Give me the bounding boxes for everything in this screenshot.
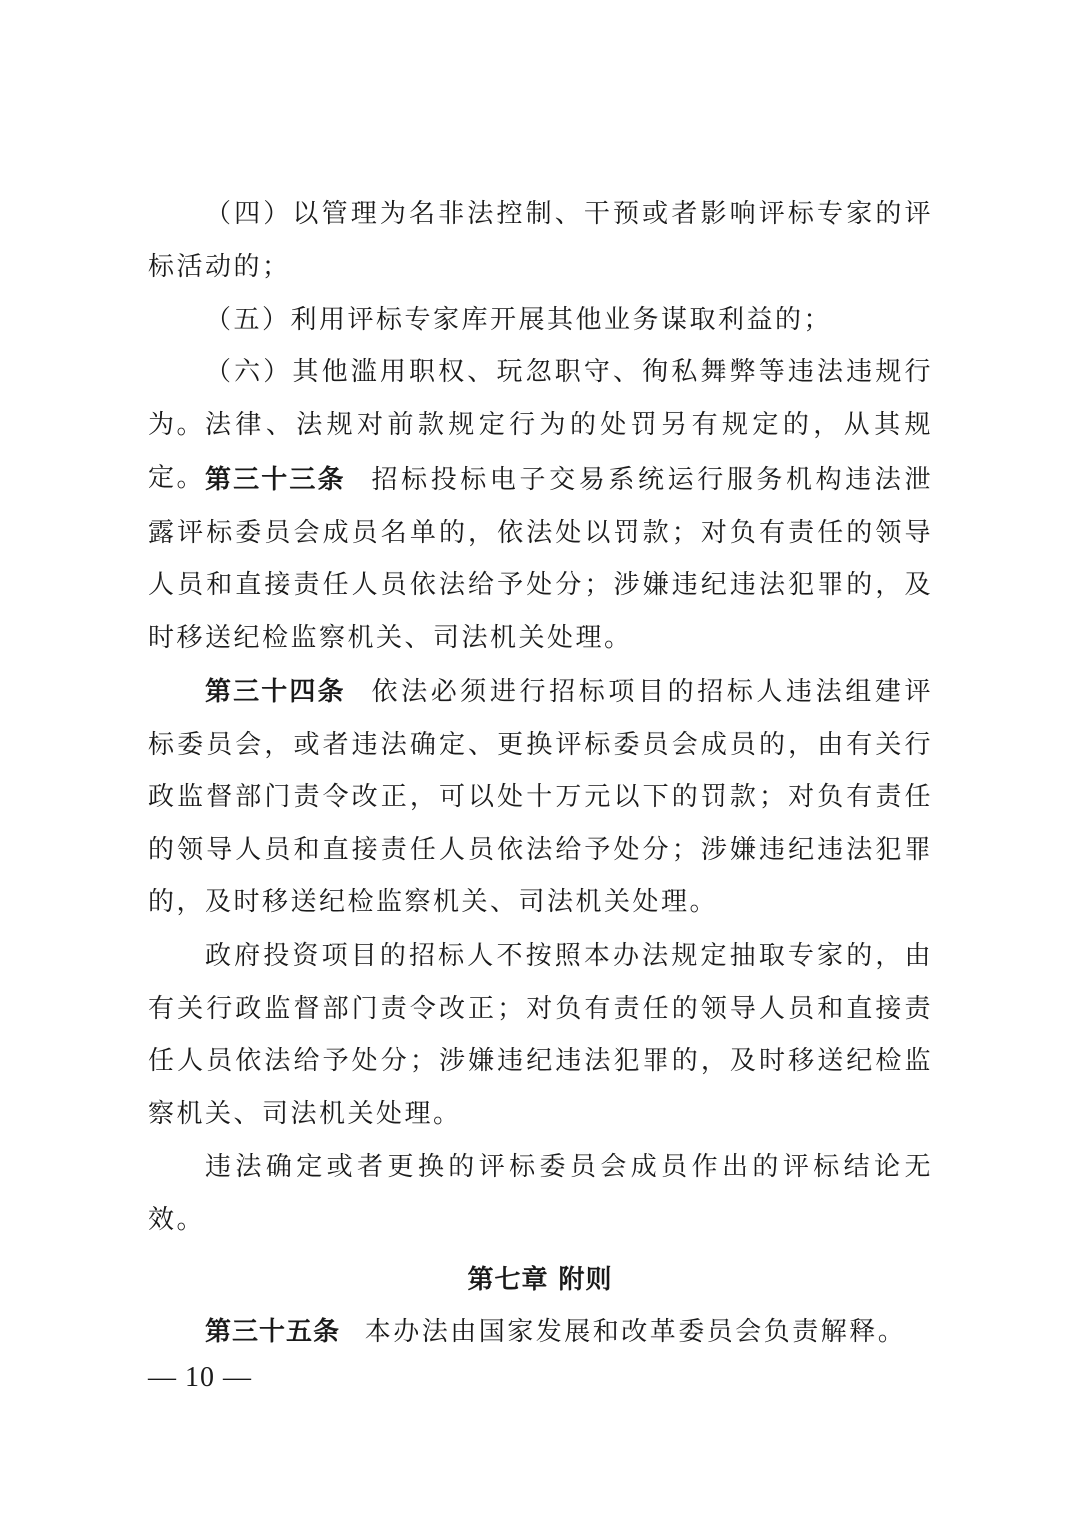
paragraph-text: （五）利用评标专家库开展其他业务谋取利益的；	[205, 305, 833, 335]
article-text: 本办法由国家发展和改革委员会负责解释。	[364, 1317, 907, 1347]
paragraph-text: 法律、法规对前款规定行为的处罚另有规定的，从其规定。	[148, 410, 933, 493]
paragraph-item-4	[148, 188, 933, 293]
chapter-title: 第七章 附则	[467, 1265, 613, 1295]
article-34	[148, 666, 933, 929]
paragraph-text: （六）其他滥用职权、玩忽职守、徇私舞弊等违法违规行为。	[148, 357, 933, 440]
article-34-paragraph-3	[148, 1141, 933, 1246]
article-label: 第三十四条	[205, 677, 360, 707]
article-text: 招标投标电子交易系统运行服务机构违法泄露评标委员会成员名单的，依法处以罚款；对负有责任的领导人员和直接责任人员依法给予处分；涉嫌违纪违法犯罪的，及时移送纪检监察机关、司法机关处理。	[148, 465, 933, 653]
article-label: 第三十五条	[205, 1317, 355, 1347]
article-33	[148, 454, 933, 664]
paragraph-text: （四）以管理为名非法控制、干预或者影响评标专家的评标活动的；	[148, 199, 933, 282]
article-34-paragraph-2	[148, 930, 933, 1140]
article-text: 依法必须进行招标项目的招标人违法组建评标委员会，或者违法确定、更换评标委员会成员的，由有关行政监督部门责令改正，可以处十万元以下的罚款；对负有责任的领导人员和直接责任人员依法给予处分；涉嫌违纪违法犯罪的，及时移送纪检监察机关、司法机关处理。	[148, 677, 933, 917]
article-35	[148, 1306, 933, 1359]
page-number: — 10 —	[148, 1362, 252, 1393]
paragraph-text: 政府投资项目的招标人不按照本办法规定抽取专家的，由有关行政监督部门责令改正；对负有责任的领导人员和直接责任人员依法给予处分；涉嫌违纪违法犯罪的，及时移送纪检监察机关、司法机关处理。	[148, 941, 933, 1129]
article-label: 第三十三条	[205, 465, 360, 495]
paragraph-text: 违法确定或者更换的评标委员会成员作出的评标结论无效。	[148, 1152, 933, 1235]
paragraph-item-5	[148, 294, 933, 347]
